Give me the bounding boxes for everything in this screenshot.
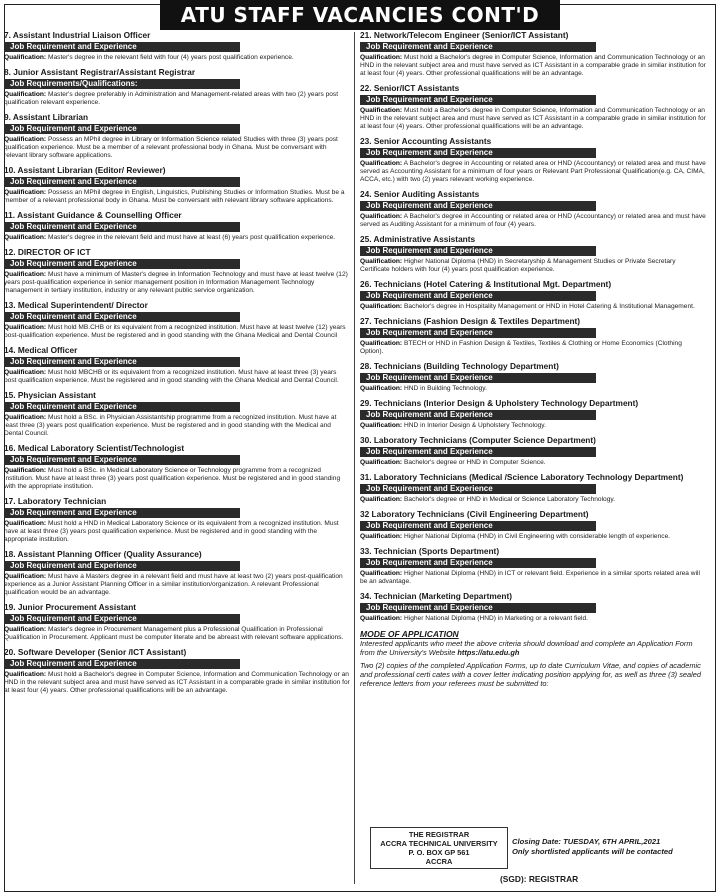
right-posts [360, 30, 706, 623]
requirement-heading: Job Requirement and Experience [4, 561, 240, 571]
qualification-text [360, 570, 706, 586]
requirement-heading: Job Requirements/Qualifications: [4, 79, 240, 89]
requirement-heading: Job Requirement and Experience [4, 402, 240, 412]
requirement-heading: Job Requirement and Experience [4, 312, 240, 322]
qualification-label: Qualification: [4, 324, 47, 331]
qualification-label: Qualification: [4, 91, 47, 98]
qualification-text [4, 671, 350, 695]
signature: (SGD): REGISTRAR [500, 874, 579, 884]
qualification-text [4, 369, 350, 385]
post-title: 23. Senior Accounting Assistants [360, 136, 492, 146]
vacancy-post [360, 279, 706, 311]
requirement-heading: Job Requirement and Experience [4, 455, 240, 465]
qualification-body: Master's degree preferably in Administration and Management-related areas with two (2) years post qualification relevant experience. [4, 91, 339, 106]
closing-info [512, 837, 673, 856]
post-title: 33. Technician (Sports Department) [360, 546, 500, 556]
vacancy-post [360, 361, 706, 393]
post-title: 8. Junior Assistant Registrar/Assistant Registrar [4, 67, 196, 77]
post-title: 15. Physician Assistant [4, 390, 96, 400]
post-title: 14. Medical Officer [4, 345, 78, 355]
qualification-label: Qualification: [4, 626, 47, 633]
qualification-body: Possess an MPhil degree in Library or Information Science related Studies with three (3) years post qualification experience. Must be a member of a relevant professional body in Ghana. Must be conversant with relevant library software applications. [4, 136, 338, 159]
mode-para-1-text: Interested applicants who meet the above criteria should download and complete an Application Form from the University's Website [360, 639, 693, 657]
requirement-heading: Job Requirement and Experience [4, 124, 240, 134]
closing-date-label: Closing Date: [512, 837, 561, 846]
qualification-text [360, 213, 706, 229]
qualification-body: A Bachelor's degree in Accounting or related area or HND (Accountancy) or related area and must have served as Auditing Assistant for a minimum of four (4) years. [360, 213, 706, 228]
vacancy-post [4, 210, 350, 242]
qualification-text [360, 422, 706, 430]
post-title: 27. Technicians (Fashion Design & Textiles Department) [360, 316, 581, 326]
qualification-text [360, 385, 706, 393]
qualification-body: Bachelor's degree in Hospitality Management or HND in Hotel Catering & Institutional Management. [403, 303, 695, 310]
website-link[interactable]: https://atu.edu.gh [457, 648, 520, 657]
vacancy-post [360, 591, 706, 623]
qualification-body: Higher National Diploma (HND) in Secretaryship & Management Studies or Private Secretary Certificate holders with four (4) years post qualification experience. [360, 258, 676, 273]
qualification-text [360, 303, 706, 311]
vacancy-post [360, 546, 706, 586]
vacancy-post [4, 443, 350, 491]
qualification-text [360, 340, 706, 356]
vacancy-post [360, 472, 706, 504]
vacancy-post [4, 345, 350, 385]
address-line-1: THE REGISTRAR [408, 830, 470, 839]
vacancy-post [4, 496, 350, 544]
vacancy-post [360, 83, 706, 131]
vacancy-post [4, 247, 350, 295]
qualification-body: Must have a minimum of Master's degree in Information Technology and must have at least twelve (12) years post-qualification experience in senior management position in Information Management Technology management in tertiary institution, industry or any relevant public service organization. [4, 271, 348, 294]
address-line-4: ACCRA [425, 857, 453, 866]
qualification-text [4, 234, 350, 242]
requirement-heading: Job Requirement and Experience [360, 447, 596, 457]
requirement-heading: Job Requirement and Experience [360, 95, 596, 105]
qualification-label: Qualification: [360, 533, 403, 540]
qualification-body: BTECH or HND in Fashion Design & Textiles, Textiles & Clothing or Home Economics (Clothing Option). [360, 340, 682, 355]
qualification-text [4, 54, 350, 62]
qualification-text [4, 271, 350, 295]
requirement-heading: Job Requirement and Experience [360, 603, 596, 613]
qualification-body: Higher National Diploma (HND) in Marketing or a relevant field. [403, 615, 588, 622]
post-title: 31. Laboratory Technicians (Medical /Science Laboratory Technology Department) [360, 472, 684, 482]
post-title: 13. Medical Superintendent/ Director [4, 300, 148, 310]
qualification-label: Qualification: [360, 459, 403, 466]
qualification-body: Master's degree in Procurement Management plus a Professional Qualification in Professional Qualification in Procurement. Applicant must be computer literate and be abreast with relevant software applications. [4, 626, 344, 641]
qualification-label: Qualification: [4, 271, 47, 278]
registrar-address [370, 827, 508, 869]
post-title: 16. Medical Laboratory Scientist/Technologist [4, 443, 185, 453]
qualification-body: Possess an MPhil degree in English, Linguistics, Publishing Studies or Information Studies. Must be a member of a relevant professional body in Ghana. Must be conversant with relevant library software applications. [4, 189, 345, 204]
post-title: 11. Assistant Guidance & Counselling Officer [4, 210, 182, 220]
post-title: 18. Assistant Planning Officer (Quality Assurance) [4, 549, 202, 559]
qualification-text [4, 520, 350, 544]
qualification-label: Qualification: [4, 234, 47, 241]
qualification-text [360, 160, 706, 184]
requirement-heading: Job Requirement and Experience [360, 291, 596, 301]
requirement-heading: Job Requirement and Experience [360, 246, 596, 256]
vacancy-post [4, 67, 350, 107]
mode-para-2: Two (2) copies of the completed Application Forms, up to date Curriculum Vitae, and copies of academic and professional certi cates with a cover letter indicating position applying for, as well as three (3) sealed reference letters from your referees must be submitted to: [360, 661, 701, 688]
qualification-label: Qualification: [360, 213, 403, 220]
vacancy-post [4, 549, 350, 597]
post-title: 21. Network/Telecom Engineer (Senior/ICT Assistant) [360, 30, 569, 40]
qualification-label: Qualification: [4, 369, 47, 376]
vacancy-post [4, 647, 350, 695]
qualification-label: Qualification: [360, 54, 403, 61]
vacancy-post [4, 602, 350, 642]
qualification-text [4, 136, 350, 160]
qualification-label: Qualification: [360, 496, 403, 503]
qualification-body: Must hold a HND in Medical Laboratory Science or its equivalent from a recognized institution. Must have at least three (3) years post qualification experience. Must be registered and in good standing with the appropriate institution. [4, 520, 339, 543]
vacancy-post [4, 112, 350, 160]
vacancy-post [360, 316, 706, 356]
page-title: ATU STAFF VACANCIES CONT'D [160, 0, 560, 30]
right-column [360, 30, 706, 692]
requirement-heading: Job Requirement and Experience [360, 373, 596, 383]
requirement-heading: Job Requirement and Experience [360, 558, 596, 568]
qualification-label: Qualification: [4, 573, 47, 580]
qualification-body: Bachelor's degree or HND in Medical or Science Laboratory Technology. [403, 496, 616, 503]
requirement-heading: Job Requirement and Experience [360, 201, 596, 211]
vacancy-post [360, 30, 706, 78]
vacancy-post [360, 435, 706, 467]
post-title: 26. Technicians (Hotel Catering & Institutional Mgt. Department) [360, 279, 612, 289]
qualification-body: HND in Interior Design & Upholstery Technology. [403, 422, 546, 429]
closing-date: TUESDAY, 6TH APRIL,2021 [563, 837, 661, 846]
requirement-heading: Job Requirement and Experience [360, 410, 596, 420]
qualification-label: Qualification: [360, 385, 403, 392]
requirement-heading: Job Requirement and Experience [360, 328, 596, 338]
qualification-label: Qualification: [360, 570, 403, 577]
post-title: 22. Senior/ICT Assistants [360, 83, 460, 93]
vacancy-post [4, 165, 350, 205]
post-title: 20. Software Developer (Senior /ICT Assistant) [4, 647, 187, 657]
left-column [4, 30, 350, 700]
qualification-text [360, 533, 706, 541]
qualification-text [4, 324, 350, 340]
qualification-text [360, 258, 706, 274]
qualification-text [360, 615, 706, 623]
post-title: 24. Senior Auditing Assistants [360, 189, 480, 199]
requirement-heading: Job Requirement and Experience [4, 259, 240, 269]
post-title: 7. Assistant Industrial Liaison Officer [4, 30, 151, 40]
post-title: 10. Assistant Librarian (Editor/ Reviewer) [4, 165, 166, 175]
qualification-label: Qualification: [4, 54, 47, 61]
requirement-heading: Job Requirement and Experience [360, 484, 596, 494]
requirement-heading: Job Requirement and Experience [4, 614, 240, 624]
qualification-text [4, 189, 350, 205]
requirement-heading: Job Requirement and Experience [4, 357, 240, 367]
post-title: 28. Technicians (Building Technology Department) [360, 361, 559, 371]
post-title: 17. Laboratory Technician [4, 496, 107, 506]
qualification-body: Must hold a BSc. in Medical Laboratory Science or Technology programme from a recognized institution. Must have at least three (3) years post qualification experience. Must be registered and in good standing with the appropriate institution. [4, 467, 341, 490]
qualification-label: Qualification: [4, 520, 47, 527]
qualification-text [360, 54, 706, 78]
qualification-label: Qualification: [4, 671, 47, 678]
qualification-text [4, 414, 350, 438]
post-title: 32 Laboratory Technicians (Civil Engineering Department) [360, 509, 589, 519]
qualification-label: Qualification: [4, 467, 47, 474]
qualification-body: Bachelor's degree or HND in Computer Science. [403, 459, 546, 466]
address-line-2: ACCRA TECHNICAL UNIVERSITY [380, 839, 498, 848]
qualification-body: Higher National Diploma (HND) in ICT or relevant field. Experience in a similar sports related area will be an advantage. [360, 570, 700, 585]
qualification-body: Must hold MBCHB or its equivalent from a recognized institution. Must have at least three (3) years post qualification experience. Must be registered and in good standing with the Ghana Medical and Dental Council. [4, 369, 339, 384]
qualification-body: Must hold a Bachelor's degree in Computer Science, Information and Communication Technology or an HND in the relevant subject area and must have served as ICT Assistant in a comparable grade in similar institution for at least four (4) years. Other professional qualifications will be an advantage. [360, 54, 706, 77]
post-title: 19. Junior Procurement Assistant [4, 602, 137, 612]
vacancy-post [4, 300, 350, 340]
qualification-body: Must hold a Bachelor's degree in Computer Science, Information and Communication Technology or an HND in the relevant subject area and must have served as ICT Assistant in a comparable grade in similar institution for at least four (4) years. Other professional qualifications will be an advantage. [360, 107, 706, 130]
qualification-label: Qualification: [360, 107, 403, 114]
qualification-body: Must hold a Bachelor's degree in Computer Science, Information and Communication Technology or an HND in the relevant subject area and must have served as ICT Assistant in a comparable grade in similar institution for at least four (4) years. Other professional qualifications will be an advantage. [4, 671, 350, 694]
mode-para-1 [360, 639, 706, 657]
qualification-text [4, 573, 350, 597]
shortlist-note: Only shortlisted applicants will be contacted [512, 846, 673, 856]
address-line-3: P. O. BOX GP 561 [408, 848, 470, 857]
requirement-heading: Job Requirement and Experience [4, 42, 240, 52]
qualification-body: Must have a Masters degree in a relevant field and must have at least two (2) years post-qualification experience as a Junior Assistant Planning Officer in a similar institution/organization. A relevant Professional qualification would be an advantage. [4, 573, 343, 596]
requirement-heading: Job Requirement and Experience [4, 177, 240, 187]
qualification-label: Qualification: [4, 136, 47, 143]
qualification-label: Qualification: [4, 414, 47, 421]
qualification-text [360, 496, 706, 504]
qualification-body: Master's degree in the relevant field with four (4) years post qualification experience. [47, 54, 294, 61]
qualification-text [360, 107, 706, 131]
qualification-label: Qualification: [360, 422, 403, 429]
qualification-label: Qualification: [360, 303, 403, 310]
post-title: 12. DIRECTOR OF ICT [4, 247, 91, 257]
vacancy-post [4, 30, 350, 62]
requirement-heading: Job Requirement and Experience [360, 42, 596, 52]
vacancy-post [360, 234, 706, 274]
qualification-label: Qualification: [360, 615, 403, 622]
address-section [360, 827, 704, 867]
vacancy-post [360, 398, 706, 430]
vacancy-post [360, 189, 706, 229]
requirement-heading: Job Requirement and Experience [360, 521, 596, 531]
qualification-label: Qualification: [360, 340, 403, 347]
requirement-heading: Job Requirement and Experience [360, 148, 596, 158]
qualification-body: Must hold a BSc. in Physician Assistantship programme from a recognized institution. Must have at least three (3) years post qualification experience. Must be registered and in good standing with the Medical and Dental Council. [4, 414, 337, 437]
vacancy-post [360, 509, 706, 541]
requirement-heading: Job Requirement and Experience [4, 222, 240, 232]
requirement-heading: Job Requirement and Experience [4, 508, 240, 518]
requirement-heading: Job Requirement and Experience [4, 659, 240, 669]
qualification-text [4, 626, 350, 642]
qualification-body: HND in Building Technology. [403, 385, 487, 392]
qualification-label: Qualification: [360, 258, 403, 265]
post-title: 30. Laboratory Technicians (Computer Science Department) [360, 435, 596, 445]
post-title: 34. Technician (Marketing Department) [360, 591, 512, 601]
vacancy-post [360, 136, 706, 184]
mode-title: MODE OF APPLICATION [360, 629, 459, 639]
vacancy-post [4, 390, 350, 438]
post-title: 29. Technicians (Interior Design & Upholstery Technology Department) [360, 398, 639, 408]
qualification-text [360, 459, 706, 467]
qualification-body: Must hold MB.CHB or its equivalent from a recognized institution. Must have at least twelve (12) years post-qualification experience. Must be registered and in good standing with the Ghana Medical and Dental Council [4, 324, 346, 339]
qualification-label: Qualification: [4, 189, 47, 196]
column-divider [354, 32, 355, 884]
qualification-label: Qualification: [360, 160, 403, 167]
mode-of-application [360, 629, 706, 688]
qualification-text [4, 467, 350, 491]
qualification-text [4, 91, 350, 107]
post-title: 9. Assistant Librarian [4, 112, 89, 122]
qualification-body: A Bachelor's degree in Accounting or related area or HND (Accountancy) or related area and must have served as Accounting Assistant for a minimum of four years or Relevant Part Professional Qualification(e.g. CA, CIMA, ACCA, etc.) with two (2) years relevant working experience. [360, 160, 706, 183]
qualification-body: Higher National Diploma (HND) in Civil Engineering with considerable length of experience. [403, 533, 671, 540]
qualification-body: Master's degree in the relevant field and must have at least (6) years post qualification experience. [47, 234, 336, 241]
post-title: 25. Administrative Assistants [360, 234, 476, 244]
